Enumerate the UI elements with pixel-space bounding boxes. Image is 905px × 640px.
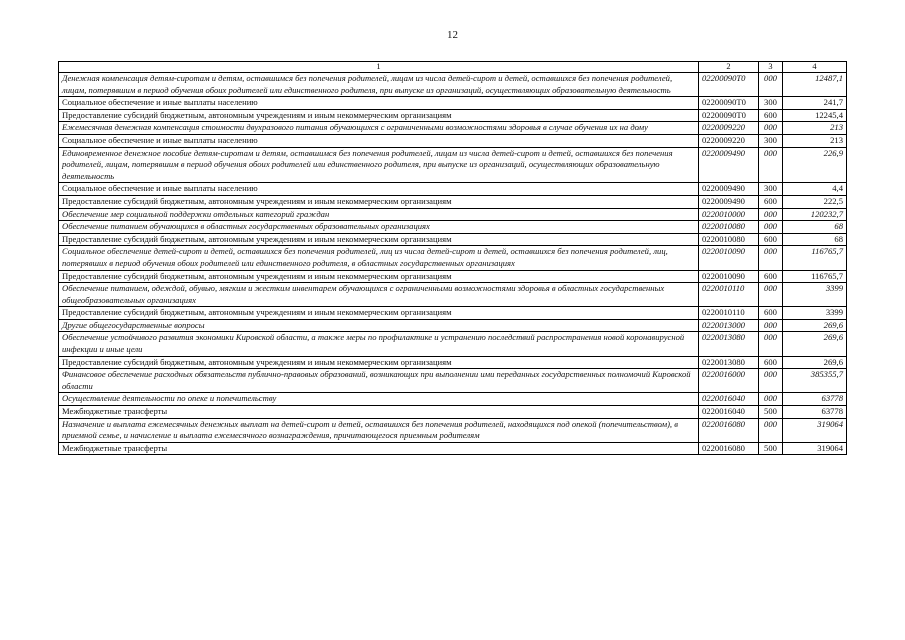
row-code-cell: 0220009490: [699, 183, 759, 196]
row-amount-cell: 269,6: [783, 332, 847, 356]
row-type-cell: 000: [759, 283, 783, 307]
table-row: [59, 270, 847, 283]
column-header-name: 1: [59, 62, 699, 73]
row-code-cell: 0220016040: [699, 393, 759, 406]
row-name-cell: Назначение и выплата ежемесячных денежных выплат на детей-сирот и детей, оставшихся без попечения родителей, находящихся под опекой (попечительством), в приемной семье, и начисление и выплата ежемесячного вознаграждения, причитающегося приемным родителям: [59, 418, 699, 442]
row-amount-cell: 3399: [783, 283, 847, 307]
row-code-cell: 0220013080: [699, 332, 759, 356]
table-row: [59, 283, 847, 307]
table-row: [59, 147, 847, 183]
row-code-cell: 02200090Т0: [699, 109, 759, 122]
table-row: [59, 442, 847, 455]
row-amount-cell: 213: [783, 134, 847, 147]
row-type-cell: 600: [759, 270, 783, 283]
row-amount-cell: 68: [783, 233, 847, 246]
header-row: [59, 62, 847, 73]
row-type-cell: 000: [759, 208, 783, 221]
row-code-cell: 0220009220: [699, 122, 759, 135]
row-code-cell: 02200090Т0: [699, 73, 759, 97]
row-type-cell: 300: [759, 97, 783, 110]
table-row: [59, 134, 847, 147]
row-amount-cell: 222,5: [783, 195, 847, 208]
row-amount-cell: 3399: [783, 307, 847, 320]
row-name-cell: Социальное обеспечение и иные выплаты населению: [59, 134, 699, 147]
row-code-cell: 0220010080: [699, 233, 759, 246]
row-name-cell: Предоставление субсидий бюджетным, автономным учреждениям и иным некоммерческим организациям: [59, 195, 699, 208]
table-row: [59, 109, 847, 122]
row-amount-cell: 213: [783, 122, 847, 135]
table-header: [59, 62, 847, 73]
row-code-cell: 0220009220: [699, 134, 759, 147]
table-row: [59, 122, 847, 135]
table-row: [59, 307, 847, 320]
row-name-cell: Ежемесячная денежная компенсация стоимости двухразового питания обучающихся с ограниченными возможностями здоровья в случае обучения их на дому: [59, 122, 699, 135]
row-name-cell: Денежная компенсация детям-сиротам и детям, оставшимся без попечения родителей, лицам из числа детей-сирот и детей, оставшихся без попечения родителей, лицам, потерявшим в период обучения обоих родителей или единственного родителя, при выпуске из организаций, осуществляющих образовательную деятельность: [59, 73, 699, 97]
row-amount-cell: 319064: [783, 418, 847, 442]
row-name-cell: Межбюджетные трансферты: [59, 406, 699, 419]
column-header-amount: 4: [783, 62, 847, 73]
row-name-cell: Обеспечение мер социальной поддержки отдельных категорий граждан: [59, 208, 699, 221]
row-type-cell: 000: [759, 122, 783, 135]
row-amount-cell: 241,7: [783, 97, 847, 110]
row-amount-cell: 12245,4: [783, 109, 847, 122]
row-amount-cell: 12487,1: [783, 73, 847, 97]
row-name-cell: Предоставление субсидий бюджетным, автономным учреждениям и иным некоммерческим организациям: [59, 307, 699, 320]
row-code-cell: 0220009490: [699, 195, 759, 208]
row-amount-cell: 319064: [783, 442, 847, 455]
column-header-type: 3: [759, 62, 783, 73]
table-row: [59, 332, 847, 356]
row-name-cell: Обеспечение питанием, одеждой, обувью, мягким и жестким инвентарем обучающихся с ограниченными возможностями здоровья в областных государственных общеобразовательных организациях: [59, 283, 699, 307]
row-type-cell: 000: [759, 393, 783, 406]
row-name-cell: Обеспечение питанием обучающихся в областных государственных образовательных организациях: [59, 221, 699, 234]
row-name-cell: Межбюджетные трансферты: [59, 442, 699, 455]
row-code-cell: 0220016000: [699, 369, 759, 393]
row-name-cell: Единовременное денежное пособие детям-сиротам и детям, оставшимся без попечения родителей, лицам из числа детей-сирот и детей, оставшихся без попечения родителей, лицам, потерявшим в период обучения обоих родителей или единственного родителя, при выпуске из организаций, осуществляющих образовательную деятельность: [59, 147, 699, 183]
row-amount-cell: 63778: [783, 393, 847, 406]
row-code-cell: 0220010000: [699, 208, 759, 221]
row-code-cell: 0220009490: [699, 147, 759, 183]
row-code-cell: 0220013000: [699, 319, 759, 332]
row-code-cell: 0220013080: [699, 356, 759, 369]
row-code-cell: 0220010090: [699, 270, 759, 283]
row-type-cell: 300: [759, 134, 783, 147]
row-name-cell: Другие общегосударственные вопросы: [59, 319, 699, 332]
row-name-cell: Финансовое обеспечение расходных обязательств публично-правовых образований, возникающих при выполнении ими переданных государственных полномочий Кировской области: [59, 369, 699, 393]
row-code-cell: 0220010090: [699, 246, 759, 270]
row-type-cell: 000: [759, 246, 783, 270]
row-type-cell: 600: [759, 307, 783, 320]
row-type-cell: 600: [759, 356, 783, 369]
row-code-cell: 0220010110: [699, 283, 759, 307]
row-code-cell: 02200090Т0: [699, 97, 759, 110]
table-row: [59, 369, 847, 393]
row-code-cell: 0220010110: [699, 307, 759, 320]
table-row: [59, 73, 847, 97]
row-type-cell: 000: [759, 369, 783, 393]
table-row: [59, 195, 847, 208]
row-amount-cell: 116765,7: [783, 246, 847, 270]
table-row: [59, 97, 847, 110]
row-code-cell: 0220016040: [699, 406, 759, 419]
table-body: [59, 73, 847, 455]
table-row: [59, 319, 847, 332]
row-type-cell: 000: [759, 73, 783, 97]
row-name-cell: Предоставление субсидий бюджетным, автономным учреждениям и иным некоммерческим организациям: [59, 109, 699, 122]
row-amount-cell: 269,6: [783, 356, 847, 369]
row-type-cell: 500: [759, 442, 783, 455]
row-amount-cell: 269,6: [783, 319, 847, 332]
row-amount-cell: 63778: [783, 406, 847, 419]
row-type-cell: 000: [759, 418, 783, 442]
row-amount-cell: 226,9: [783, 147, 847, 183]
table-row: [59, 356, 847, 369]
row-amount-cell: 68: [783, 221, 847, 234]
row-name-cell: Предоставление субсидий бюджетным, автономным учреждениям и иным некоммерческим организациям: [59, 270, 699, 283]
row-amount-cell: 385355,7: [783, 369, 847, 393]
table-row: [59, 183, 847, 196]
row-type-cell: 000: [759, 319, 783, 332]
row-name-cell: Предоставление субсидий бюджетным, автономным учреждениям и иным некоммерческим организациям: [59, 356, 699, 369]
table-row: [59, 418, 847, 442]
table-row: [59, 208, 847, 221]
table-row: [59, 221, 847, 234]
row-amount-cell: 116765,7: [783, 270, 847, 283]
row-type-cell: 600: [759, 109, 783, 122]
table-row: [59, 406, 847, 419]
row-type-cell: 300: [759, 183, 783, 196]
column-header-code: 2: [699, 62, 759, 73]
row-type-cell: 000: [759, 221, 783, 234]
row-type-cell: 000: [759, 147, 783, 183]
row-type-cell: 500: [759, 406, 783, 419]
row-name-cell: Социальное обеспечение детей-сирот и детей, оставшихся без попечения родителей, лиц из числа детей-сирот и детей, оставшихся без попечения родителей, лиц, потерявших в период обучения обоих родителей или единственного родителя, в областных государственных организациях: [59, 246, 699, 270]
row-type-cell: 600: [759, 195, 783, 208]
table-row: [59, 233, 847, 246]
row-code-cell: 0220016080: [699, 418, 759, 442]
row-name-cell: Социальное обеспечение и иные выплаты населению: [59, 183, 699, 196]
row-name-cell: Обеспечение устойчивого развития экономики Кировской области, а также меры по профилактике и устранению последствий распространения новой коронавирусной инфекции и иные цели: [59, 332, 699, 356]
row-name-cell: Социальное обеспечение и иные выплаты населению: [59, 97, 699, 110]
table-row: [59, 393, 847, 406]
budget-table: [58, 61, 847, 455]
row-type-cell: 600: [759, 233, 783, 246]
row-name-cell: Предоставление субсидий бюджетным, автономным учреждениям и иным некоммерческим организациям: [59, 233, 699, 246]
row-code-cell: 0220016080: [699, 442, 759, 455]
row-name-cell: Осуществление деятельности по опеке и попечительству: [59, 393, 699, 406]
row-code-cell: 0220010080: [699, 221, 759, 234]
row-amount-cell: 4,4: [783, 183, 847, 196]
row-type-cell: 000: [759, 332, 783, 356]
row-amount-cell: 120232,7: [783, 208, 847, 221]
page-number: 12: [447, 29, 458, 41]
table-row: [59, 246, 847, 270]
